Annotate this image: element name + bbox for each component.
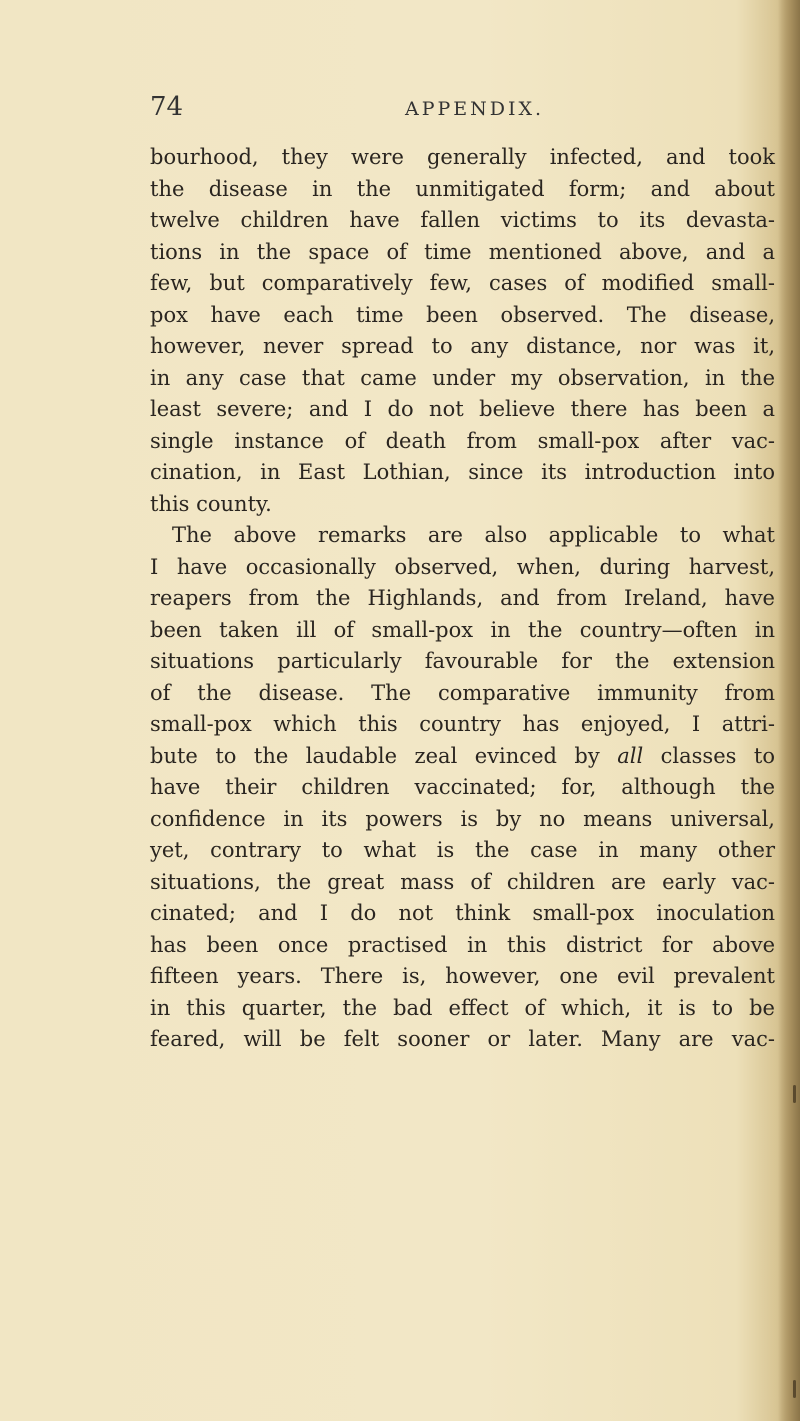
text-line: bourhood, they were generally infected, and took xyxy=(150,145,775,169)
text-line: the disease in the unmitigated form; and about xyxy=(150,176,775,201)
text-line: confidence in its powers is by no means universal, xyxy=(150,806,775,831)
text-line: twelve children have fallen victims to its devasta- xyxy=(150,208,775,232)
body-text xyxy=(150,142,775,1056)
text-line: in this quarter, the bad effect of which, it is to be xyxy=(150,995,775,1020)
edge-mark xyxy=(793,1085,796,1103)
text-line: cinated; and I do not think small-pox inoculation xyxy=(150,901,775,925)
text-line: single instance of death from small-pox after vac- xyxy=(150,428,775,453)
paragraph-end-line: this county. xyxy=(150,491,272,516)
page-number: 74 xyxy=(150,92,184,122)
text-line: in any case that came under my observation, in the xyxy=(150,365,775,390)
text-line: few, but comparatively few, cases of modified small- xyxy=(150,271,775,295)
text-line: situations, the great mass of children are early vac- xyxy=(150,869,775,894)
text-line: however, never spread to any distance, nor was it, xyxy=(150,334,775,358)
text-line: reapers from the Highlands, and from Ireland, have xyxy=(150,586,775,610)
text-segment: bute to the laudable zeal evinced by xyxy=(150,743,600,768)
text-line: cination, in East Lothian, since its introduction into xyxy=(150,460,775,484)
running-title: APPENDIX. xyxy=(405,98,545,120)
paragraph-start-line: The above remarks are also applicable to what xyxy=(172,523,775,547)
page-edge xyxy=(778,0,800,1421)
text-line: have their children vaccinated; for, although the xyxy=(150,775,775,799)
text-line: least severe; and I do not believe there has been a xyxy=(150,397,775,421)
edge-mark xyxy=(793,1380,796,1398)
text-segment: classes to xyxy=(660,743,775,768)
text-line: pox have each time been observed. The disease, xyxy=(150,302,775,327)
text-line: situations particularly favourable for the extension xyxy=(150,649,775,673)
text-line: feared, will be felt sooner or later. Many are vac- xyxy=(150,1027,775,1051)
text-line: fifteen years. There is, however, one evil prevalent xyxy=(150,964,775,988)
text-line-with-emphasis xyxy=(150,741,775,773)
text-line: of the disease. The comparative immunity from xyxy=(150,680,775,705)
text-line: I have occasionally observed, when, during harvest, xyxy=(150,554,775,579)
emphasized-word: all xyxy=(617,743,644,768)
running-head xyxy=(150,92,760,132)
text-line: been taken ill of small-pox in the country—often in xyxy=(150,617,775,642)
text-line: tions in the space of time mentioned above, and a xyxy=(150,239,775,264)
text-line: yet, contrary to what is the case in many other xyxy=(150,838,775,862)
text-line: small-pox which this country has enjoyed, I attri- xyxy=(150,712,775,736)
text-line: has been once practised in this district for above xyxy=(150,932,775,957)
